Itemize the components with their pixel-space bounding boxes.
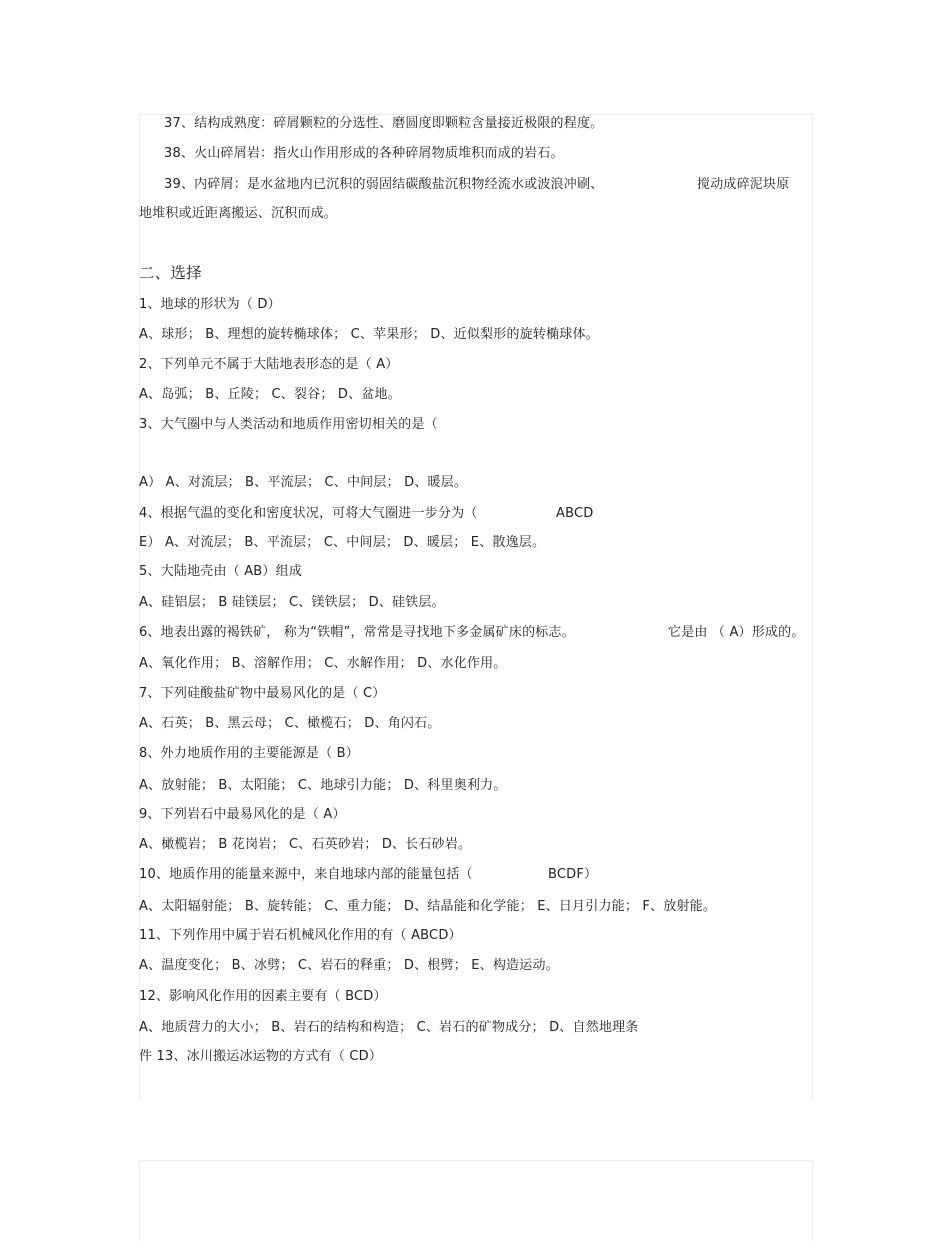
question-7: 7、下列硅酸盐矿物中最易风化的是（ C）	[139, 686, 386, 701]
question-8-options: A、放射能； B、太阳能； C、地球引力能； D、科里奥利力。	[139, 778, 507, 793]
definition-39-line1: 39、内碎屑：是水盆地内已沉积的弱固结碳酸盐沉积物经流水或波浪冲刷、	[164, 177, 604, 192]
question-1: 1、地球的形状为（ D）	[139, 297, 281, 312]
question-5: 5、大陆地壳由（ AB）组成	[139, 564, 303, 579]
question-13: 件 13、冰川搬运冰运物的方式有（ CD）	[139, 1049, 383, 1064]
section-heading: 二、选择	[139, 264, 202, 282]
question-10-answer: BCDF）	[548, 867, 598, 882]
question-11-options: A、温度变化； B、冰劈； C、岩石的释重； D、根劈； E、构造运动。	[139, 958, 559, 973]
question-12: 12、影响风化作用的因素主要有（ BCD）	[139, 989, 387, 1004]
question-4: 4、根据气温的变化和密度状况，可将大气圈进一步分为（	[139, 506, 478, 521]
question-4-answer: ABCD	[556, 506, 594, 521]
question-6-end: 它是由 （ A）形成的。	[668, 625, 805, 640]
definition-39-line2: 地堆积或近距离搬运、沉积而成。	[139, 206, 338, 221]
question-7-options: A、石英； B、黑云母； C、橄榄石； D、角闪石。	[139, 716, 441, 731]
question-3: 3、大气圈中与人类活动和地质作用密切相关的是（	[139, 417, 438, 432]
question-2: 2、下列单元不属于大陆地表形态的是（ A）	[139, 357, 399, 372]
next-page-border	[139, 1160, 813, 1241]
question-10-options: A、太阳辐射能； B、旋转能； C、重力能； D、结晶能和化学能； E、日月引力能； F、放射能。	[139, 899, 717, 914]
question-10: 10、地质作用的能量来源中，来自地球内部的能量包括（	[139, 867, 473, 882]
question-6-options: A、氧化作用； B、溶解作用； C、水解作用； D、水化作用。	[139, 656, 507, 671]
definition-39-line1-end: 搅动成碎泥块原	[697, 177, 790, 192]
question-8: 8、外力地质作用的主要能源是（ B）	[139, 746, 359, 761]
definition-37: 37、结构成熟度：碎屑颗粒的分选性、磨圆度即颗粒含量接近极限的程度。	[164, 116, 604, 131]
question-2-options: A、岛弧； B、丘陵； C、裂谷； D、盆地。	[139, 387, 401, 402]
question-9: 9、下列岩石中最易风化的是（ A）	[139, 807, 346, 822]
question-4-options: E） A、对流层； B、平流层； C、中间层； D、暖层； E、散逸层。	[139, 535, 546, 550]
question-6: 6、地表出露的褐铁矿， 称为“铁帽”，常常是寻找地下多金属矿床的标志。	[139, 625, 575, 640]
question-12-options: A、地质营力的大小； B、岩石的结构和构造； C、岩石的矿物成分； D、自然地理条	[139, 1020, 639, 1035]
question-9-options: A、橄榄岩； B 花岗岩； C、石英砂岩； D、长石砂岩。	[139, 837, 472, 852]
definition-38: 38、火山碎屑岩：指火山作用形成的各种碎屑物质堆积而成的岩石。	[164, 146, 564, 161]
question-3-options: A） A、对流层； B、平流层； C、中间层； D、暖层。	[139, 475, 468, 490]
question-5-options: A、硅铝层； B 硅镁层； C、镁铁层； D、硅铁层。	[139, 595, 445, 610]
question-1-options: A、球形； B、理想的旋转椭球体； C、苹果形； D、近似梨形的旋转椭球体。	[139, 327, 599, 342]
question-11: 11、下列作用中属于岩石机械风化作用的有（ ABCD）	[139, 928, 462, 943]
